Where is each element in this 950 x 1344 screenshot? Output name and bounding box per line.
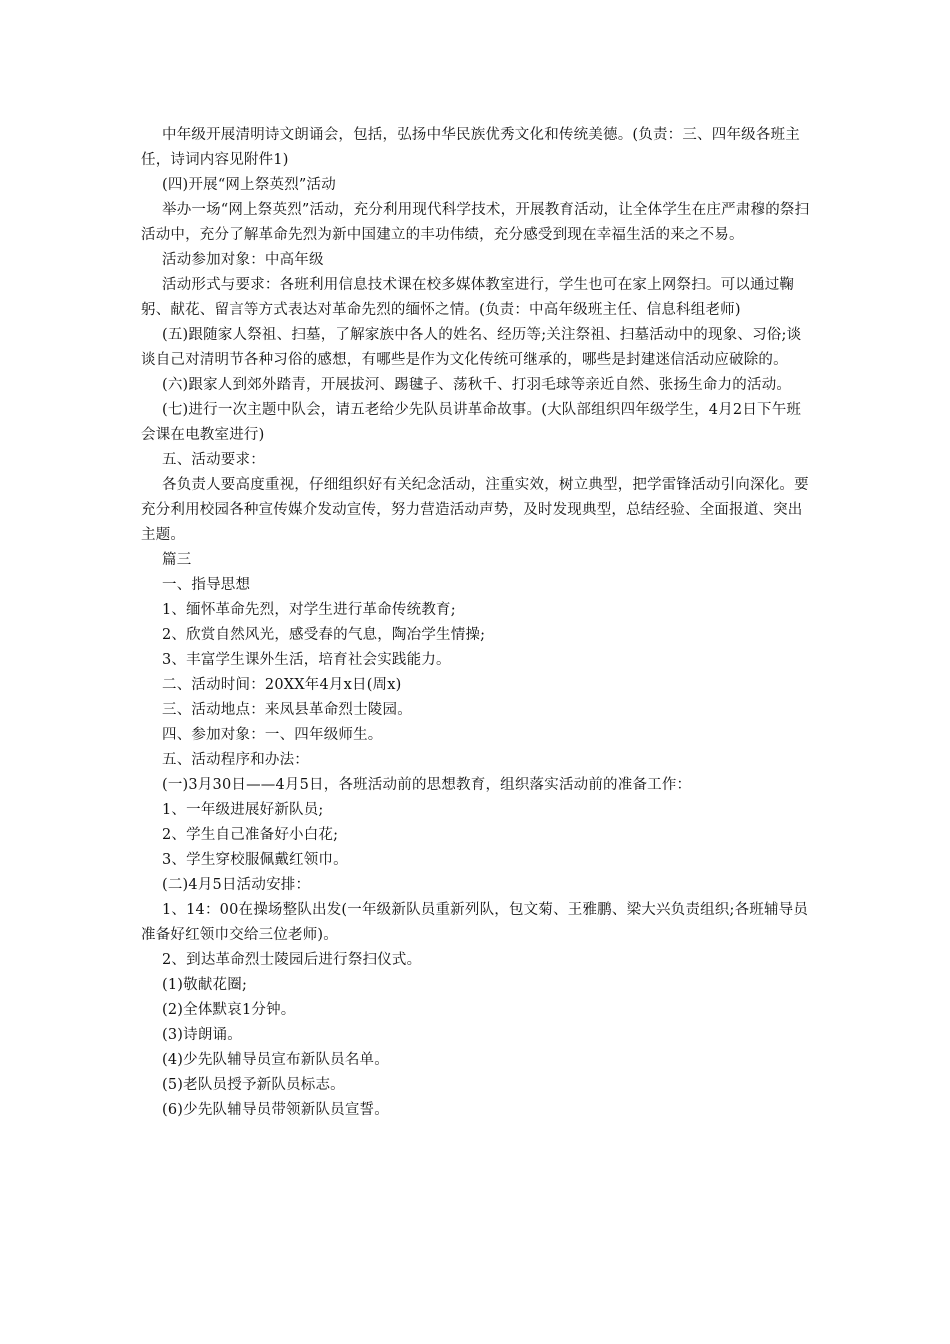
list-item: (2)全体默哀1分钟。 [162, 1002, 296, 1018]
list-item: 2、学生自己准备好小白花; [162, 827, 339, 843]
part-heading: 篇三 [162, 552, 192, 568]
section-heading: 一、指导思想 [162, 577, 251, 593]
paragraph: (七)进行一次主题中队会，请五老给少先队员讲革命故事。(大队部组织四年级学生，4月2日下午班会课在电教室进行) [141, 402, 802, 443]
section-heading: (四)开展“网上祭英烈”活动 [162, 177, 336, 193]
list-item: 3、学生穿校服佩戴红领巾。 [162, 852, 348, 868]
list-item: 3、丰富学生课外生活，培育社会实践能力。 [162, 652, 451, 668]
paragraph: 活动形式与要求：各班利用信息技术课在校多媒体教室进行，学生也可在家上网祭扫。可以通过鞠躬、献花、留言等方式表达对革命先烈的缅怀之情。(负责：中高年级班主任、信息科组老师) [141, 277, 795, 318]
document-body [141, 123, 811, 1123]
paragraph: 各负责人要高度重视，仔细组织好有关纪念活动，注重实效，树立典型，把学雷锋活动引向深化。要充分利用校园各种宣传媒介发动宣传，努力营造活动声势，及时发现典型，总结经验、全面报道、突出主题。 [141, 477, 809, 543]
list-item: 1、一年级进展好新队员; [162, 802, 324, 818]
section-heading: 五、活动要求： [162, 452, 265, 468]
list-item: 1、缅怀革命先烈，对学生进行革命传统教育; [162, 602, 456, 618]
section-heading: 三、活动地点：来凤县革命烈士陵园。 [162, 702, 412, 718]
list-item: 2、欣赏自然风光，感受春的气息，陶冶学生情操; [162, 627, 486, 643]
paragraph: (五)跟随家人祭祖、扫墓，了解家族中各人的姓名、经历等;关注祭祖、扫墓活动中的现象、习俗;谈谈自己对清明节各种习俗的感想，有哪些是作为文化传统可继承的，哪些是封建迷信活动应破除的。 [141, 327, 802, 368]
list-item: (6)少先队辅导员带领新队员宣誓。 [162, 1102, 389, 1118]
section-heading: 四、参加对象：一、四年级师生。 [162, 727, 383, 743]
paragraph: (一)3月30日——4月5日，各班活动前的思想教育，组织落实活动前的准备工作： [162, 777, 692, 793]
paragraph: (六)跟家人到郊外踏青，开展拔河、踢毽子、荡秋千、打羽毛球等亲近自然、张扬生命力的活动。 [162, 377, 792, 393]
list-item: 1、14：00在操场整队出发(一年级新队员重新列队，包文菊、王雅鹏、梁大兴负责组织;各班辅导员准备好红领巾交给三位老师)。 [141, 902, 809, 943]
list-item: (3)诗朗诵。 [162, 1027, 242, 1043]
paragraph: 举办一场“网上祭英烈”活动，充分利用现代科学技术，开展教育活动，让全体学生在庄严肃穆的祭扫活动中，充分了解革命先烈为新中国建立的丰功伟绩，充分感受到现在幸福生活的来之不易。 [141, 202, 810, 243]
section-heading: 二、活动时间：20XX年4月x日(周x) [162, 677, 402, 693]
paragraph: (二)4月5日活动安排： [162, 877, 311, 893]
list-item: 2、到达革命烈士陵园后进行祭扫仪式。 [162, 952, 422, 968]
paragraph: 中年级开展清明诗文朗诵会，包括，弘扬中华民族优秀文化和传统美德。(负责：三、四年级各班主任，诗词内容见附件1) [141, 127, 800, 168]
list-item: (1)敬献花圈; [162, 977, 248, 993]
paragraph: 活动参加对象：中高年级 [162, 252, 324, 268]
list-item: (4)少先队辅导员宣布新队员名单。 [162, 1052, 389, 1068]
section-heading: 五、活动程序和办法： [162, 752, 309, 768]
list-item: (5)老队员授予新队员标志。 [162, 1077, 345, 1093]
